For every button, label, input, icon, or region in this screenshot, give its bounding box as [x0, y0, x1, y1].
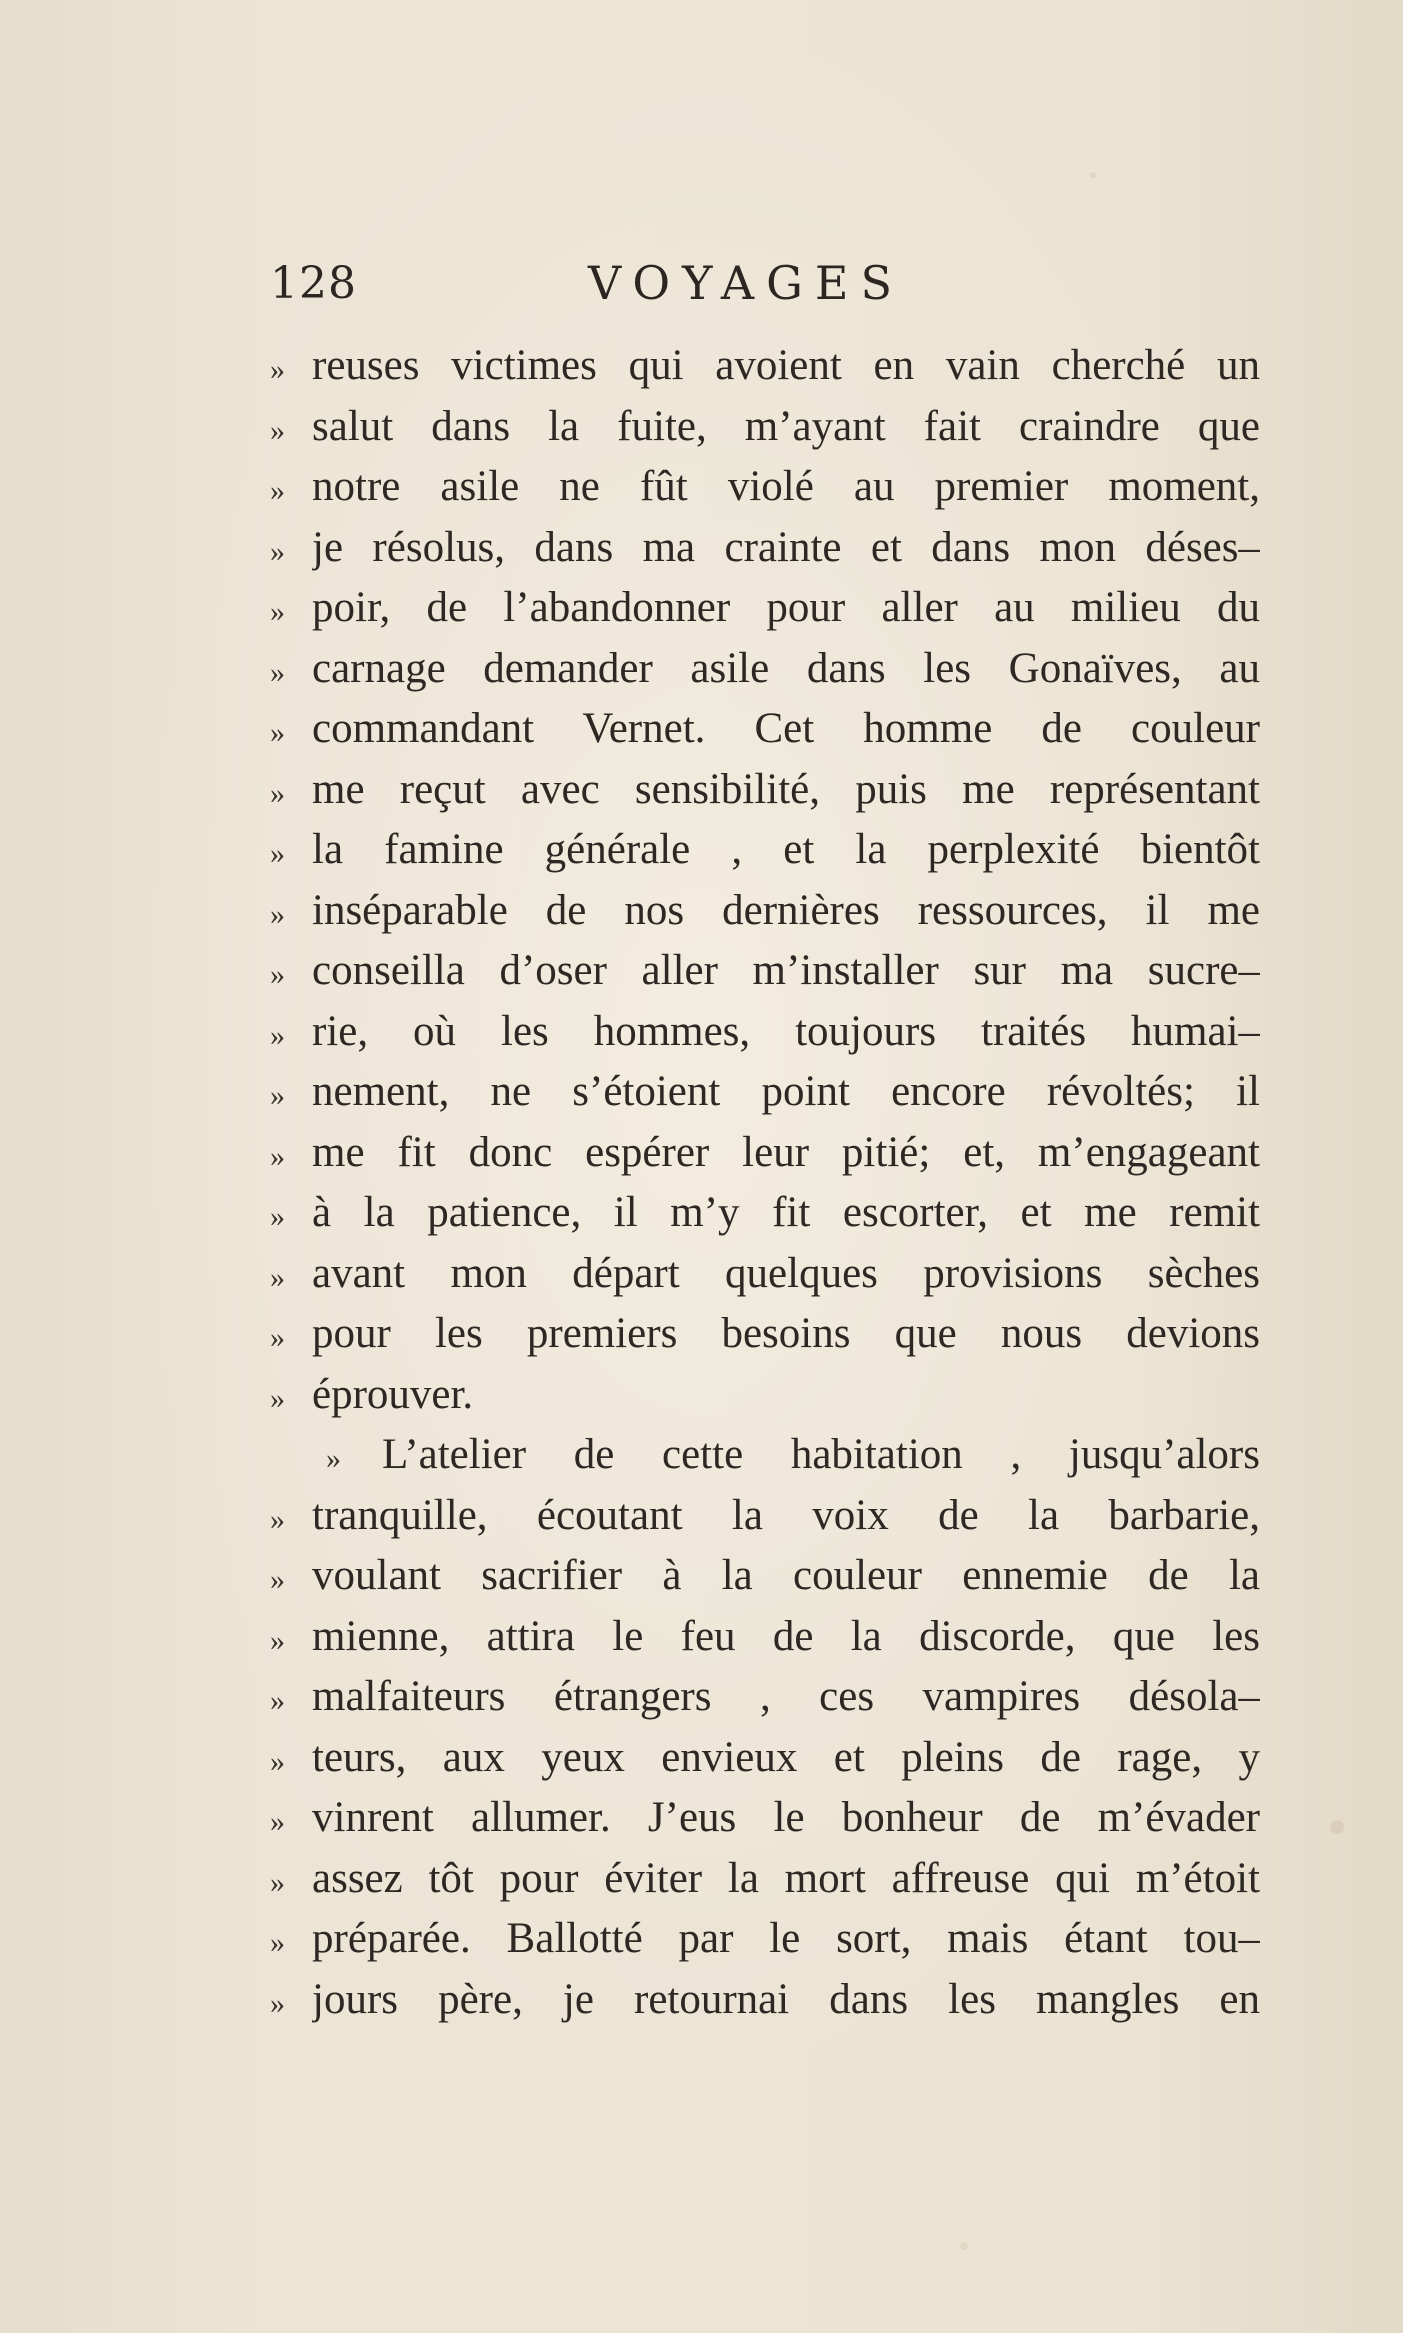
text-line [270, 1123, 1260, 1184]
quote-mark: » [270, 1260, 285, 1294]
line-text: me reçut avec sensibilité, puis me représentant [312, 765, 1260, 813]
text-line [270, 518, 1260, 579]
quote-mark: » [270, 534, 285, 568]
line-text: teurs, aux yeux envieux et pleins de rage, y [312, 1733, 1260, 1781]
line-text: avant mon départ quelques provisions sèches [312, 1249, 1260, 1297]
text-line [270, 578, 1260, 639]
quote-mark: » [270, 1926, 285, 1959]
quote-mark: » [270, 1018, 285, 1052]
line-text: tranquille, écoutant la voix de la barbarie, [312, 1491, 1260, 1539]
line-text: vinrent allumer. J’eus le bonheur de m’évader [312, 1794, 1260, 1841]
text-line [270, 1365, 1260, 1426]
text-line [270, 639, 1260, 700]
running-title: VOYAGES [588, 256, 904, 310]
quote-mark: » [270, 837, 285, 870]
text-line [270, 1970, 1260, 2031]
quote-mark: » [270, 776, 285, 810]
quote-mark: » [270, 1684, 285, 1717]
text-line [270, 760, 1260, 821]
line-text: rie, où les hommes, toujours traités humai– [312, 1007, 1260, 1055]
line-text: assez tôt pour éviter la mort affreuse qui m’étoit [312, 1854, 1260, 1902]
line-text: je résolus, dans ma crainte et dans mon déses– [312, 523, 1260, 571]
line-text: jours père, je retournai dans les mangles en [312, 1975, 1260, 2023]
quote-mark: » [270, 958, 285, 991]
quote-mark: » [270, 413, 285, 447]
quote-mark: » [270, 655, 285, 689]
line-text: préparée. Ballotté par le sort, mais étant tou– [312, 1915, 1260, 1962]
line-text: L’atelier de cette habitation , jusqu’alors [382, 1431, 1260, 1478]
text-line [270, 1244, 1260, 1305]
quote-mark: » [270, 1321, 285, 1354]
quote-mark: » [270, 897, 285, 931]
text-line [270, 1062, 1260, 1123]
line-text: voulant sacrifier à la couleur ennemie de la [312, 1552, 1260, 1599]
quote-mark: » [270, 1381, 285, 1415]
line-text: notre asile ne fût violé au premier moment, [312, 463, 1260, 510]
quote-mark: » [270, 1744, 285, 1778]
text-line [270, 1909, 1260, 1970]
line-text: commandant Vernet. Cet homme de couleur [312, 705, 1260, 752]
body-text [270, 336, 1260, 2030]
quote-mark: » [270, 1986, 285, 2020]
text-line [270, 1486, 1260, 1547]
paper-spot [1090, 172, 1096, 178]
line-text: inséparable de nos dernières ressources, il me [312, 886, 1260, 934]
line-text: conseilla d’oser aller m’installer sur ma sucre– [312, 947, 1260, 994]
quote-mark: » [270, 716, 285, 749]
text-line [270, 1728, 1260, 1789]
text-line [270, 941, 1260, 1002]
text-line [270, 1546, 1260, 1607]
quote-mark: » [270, 1563, 285, 1596]
text-line [270, 1788, 1260, 1849]
page-header [270, 252, 1260, 322]
text-line [270, 397, 1260, 458]
line-text: salut dans la fuite, m’ayant fait craindre que [312, 402, 1260, 450]
paper-spot [1330, 1820, 1344, 1834]
text-line [270, 336, 1260, 397]
line-text: à la patience, il m’y fit escorter, et me remit [312, 1189, 1260, 1236]
paper-spot [960, 2242, 968, 2250]
line-text: mienne, attira le feu de la discorde, que les [312, 1612, 1260, 1660]
text-line [270, 1183, 1260, 1244]
text-line [270, 820, 1260, 881]
text-line [270, 881, 1260, 942]
text-line [270, 1607, 1260, 1668]
quote-mark: » [270, 1079, 285, 1112]
line-text: la famine générale , et la perplexité bientôt [312, 826, 1260, 873]
page-number: 128 [270, 258, 357, 309]
text-line [270, 457, 1260, 518]
text-line [270, 1304, 1260, 1365]
line-text: éprouver. [312, 1370, 474, 1418]
line-text: reuses victimes qui avoient en vain cherché un [312, 342, 1260, 389]
quote-mark: » [270, 1623, 285, 1657]
line-text: pour les premiers besoins que nous devions [312, 1310, 1260, 1357]
quote-mark: » [270, 474, 285, 507]
line-text: nement, ne s’étoient point encore révoltés; il [312, 1068, 1260, 1115]
quote-mark: » [270, 1805, 285, 1838]
quote-mark: » [270, 1865, 285, 1899]
line-text: me fit donc espérer leur pitié; et, m’engageant [312, 1128, 1260, 1176]
quote-mark: » [326, 1442, 341, 1475]
text-line [270, 1667, 1260, 1728]
quote-mark: » [270, 353, 285, 386]
text-line [270, 1002, 1260, 1063]
quote-mark: » [270, 1502, 285, 1536]
text-line [270, 1849, 1260, 1910]
quote-mark: » [270, 1139, 285, 1173]
text-line [270, 699, 1260, 760]
quote-mark: » [270, 1200, 285, 1233]
line-text: malfaiteurs étrangers , ces vampires désola– [312, 1673, 1260, 1720]
line-text: carnage demander asile dans les Gonaïves, au [312, 644, 1260, 692]
line-text: poir, de l’abandonner pour aller au milieu du [312, 584, 1260, 631]
quote-mark: » [270, 595, 285, 628]
text-line [270, 1425, 1260, 1486]
